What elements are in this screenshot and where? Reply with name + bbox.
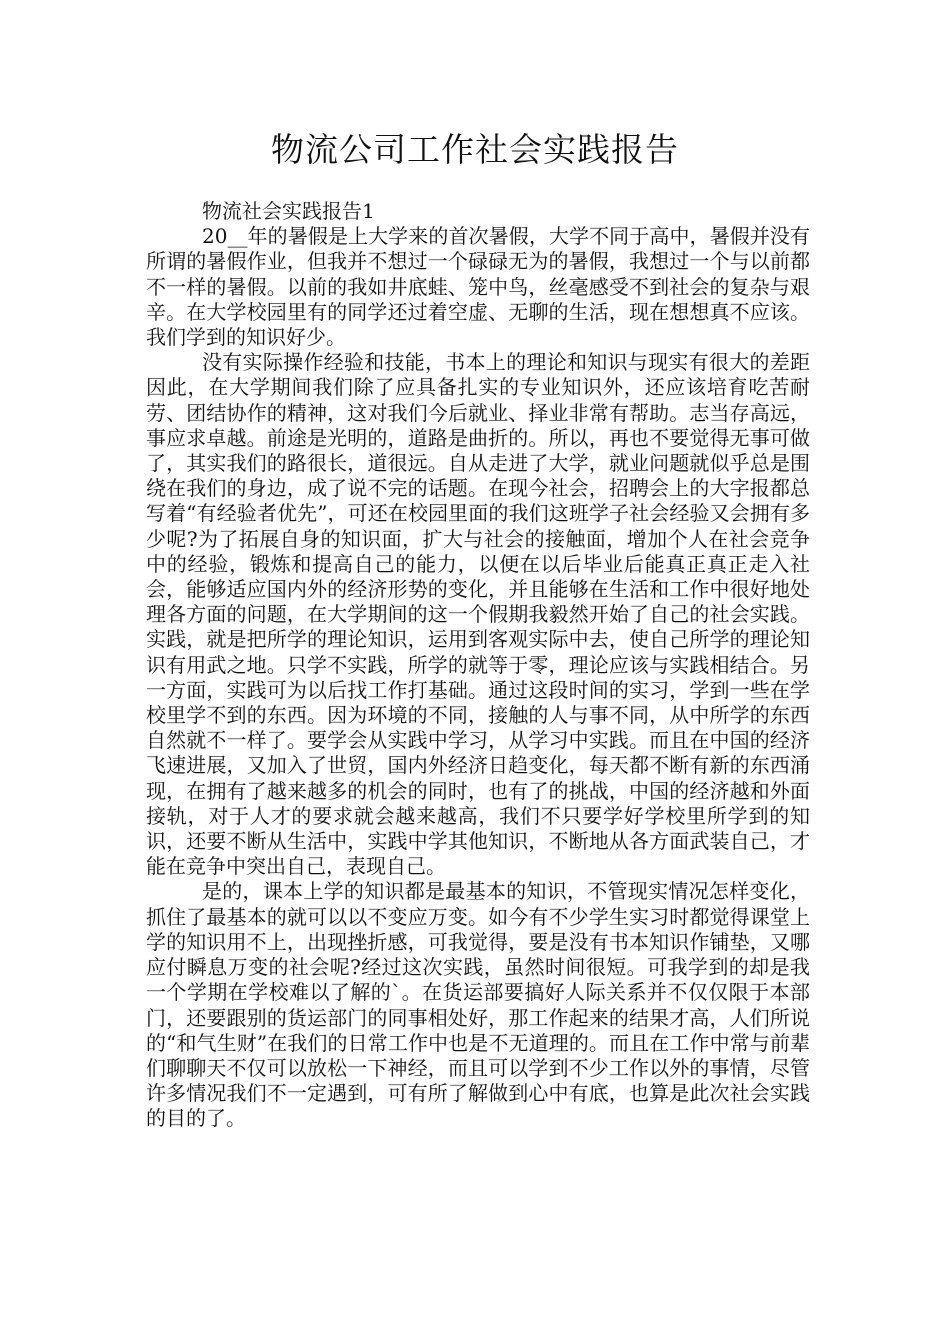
paragraph-1: 20__年的暑假是上大学来的首次暑假，大学不同于高中，暑假并没有所谓的暑假作业，但我并不想过一个碌碌无为的暑假，我想过一个与以前都不一样的暑假。以前的我如井底蛙、笼中鸟，丝毫感受不到社会的复杂与艰辛。在大学校园里有的同学还过着空虚、无聊的生活，现在想想真不应该。我们学到的知识好少。 (146, 224, 810, 350)
paragraph-2: 没有实际操作经验和技能，书本上的理论和知识与现实有很大的差距因此，在大学期间我们除了应具备扎实的专业知识外，还应该培育吃苦耐劳、团结协作的精神，这对我们今后就业、择业非常有帮助。志当存高远，事应求卓越。前途是光明的，道路是曲折的。所以，再也不要觉得无事可做了，其实我们的路很长，道很远。自从走进了大学，就业问题就似乎总是围绕在我们的身边，成了说不完的话题。在现今社会，招聘会上的大字报都总写着“有经验者优先”，可还在校园里面的我们这班学子社会经验又会拥有多少呢?为了拓展自身的知识面，扩大与社会的接触面，增加个人在社会竞争中的经验，锻炼和提高自己的能力，以便在以后毕业后能真正真正走入社会，能够适应国内外的经济形势的变化，并且能够在生活和工作中很好地处理各方面的问题，在大学期间的这一个假期我毅然开始了自己的社会实践。实践，就是把所学的理论知识，运用到客观实际中去，使自己所学的理论知识有用武之地。只学不实践，所学的就等于零，理论应该与实践相结合。另一方面，实践可为以后找工作打基础。通过这段时间的实习，学到一些在学校里学不到的东西。因为环境的不同，接触的人与事不同，从中所学的东西自然就不一样了。要学会从实践中学习，从学习中实践。而且在中国的经济飞速进展，又加入了世贸，国内外经济日趋变化，每天都不断有新的东西涌现，在拥有了越来越多的机会的同时，也有了的挑战，中国的经济越和外面接轨，对于人才的要求就会越来越高，我们不只要学好学校里所学到的知识，还要不断从生活中，实践中学其他知识，不断地从各方面武装自己，才能在竞争中突出自己，表现自己。 (146, 350, 810, 879)
section-heading: 物流社会实践报告1 (202, 199, 375, 223)
paragraph-3: 是的，课本上学的知识都是最基本的知识，不管现实情况怎样变化，抓住了最基本的就可以以不变应万变。如今有不少学生实习时都觉得课堂上学的知识用不上，出现挫折感，可我觉得，要是没有书本知识作铺垫，又哪应付瞬息万变的社会呢?经过这次实践，虽然时间很短。可我学到的却是我一个学期在学校难以了解的`。在货运部要搞好人际关系并不仅仅限于本部门，还要跟别的货运部门的同事相处好，那工作起来的结果才高，人们所说的“和气生财”在我们的日常工作中也是不无道理的。而且在工作中常与前辈们聊聊天不仅可以放松一下神经，而且可以学到不少工作以外的事情，尽管许多情况我们不一定遇到，可有所了解做到心中有底，也算是此次社会实践的目的了。 (146, 879, 810, 1131)
document-title: 物流公司工作社会实践报告 (271, 130, 679, 169)
document-body (146, 199, 810, 1132)
